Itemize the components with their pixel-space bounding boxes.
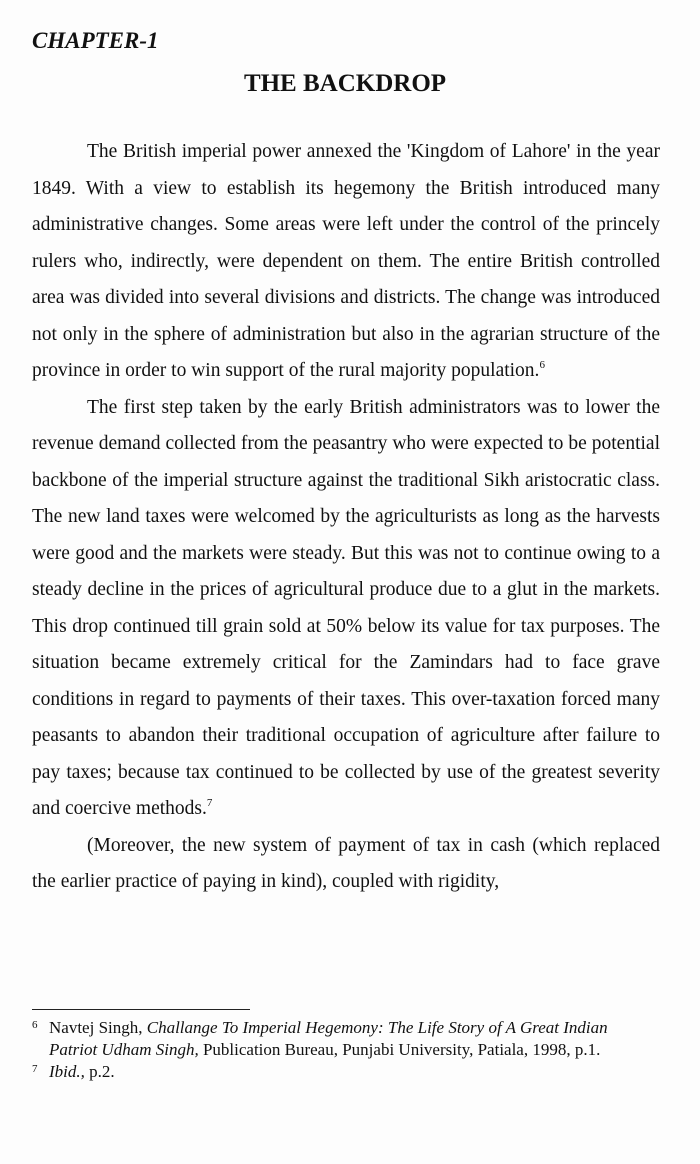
footnote-work-title: Ibid., [49,1062,85,1081]
paragraph-text: The British imperial power annexed the 'Kingdom of Lahore' in the year 1849. With a view to establish its hegemony the British introduced many administrative changes. Some areas were left under the control of the princely rulers who, indirectly, were dependent on them. The entire British controlled area was divided into several divisions and districts. The change was introduced not only in the sphere of administration but also in the agrarian structure of the province in order to win support of the rural majority population. [32,141,660,381]
footnotes [32,1017,660,1083]
footnote-author: Navtej Singh, [49,1018,143,1037]
paragraph-text: (Moreover, the new system of payment of tax in cash (which replaced the earlier practice of paying in kind), coupled with rigidity, [32,834,660,892]
footnote [32,1061,660,1083]
page-title: THE BACKDROP [243,70,447,97]
paragraph [32,134,660,390]
paragraph-text: The first step taken by the early British administrators was to lower the revenue demand collected from the peasantry who were expected to be potential backbone of the imperial structure against the traditional Sikh aristocratic class. The new land taxes were welcomed by the agriculturists as long as the harvests were good and the markets were steady. But this was not to continue owing to a steady decline in the prices of agricultural produce due to a glut in the markets. This drop continued till grain sold at 50% below its value for tax purposes. The situation became extremely critical for the Zamindars had to face grave conditions in regard to payments of their taxes. This over-taxation forced many peasants to abandon their traditional occupation of agriculture after failure to pay taxes; because tax continued to be collected by use of the greatest severity and coercive methods. [32,396,660,819]
footnote-details: Publication Bureau, Punjabi University, Patiala, 1998, p.1. [202,1040,601,1059]
footnote-divider [32,1009,250,1010]
footnote [32,1017,660,1061]
paragraph [32,390,660,828]
body-text [32,134,660,901]
chapter-label: CHAPTER-1 [32,28,159,53]
footnote-work-title: Challange To Imperial Hegemony: The Life Story of A Great Indian Patriot Udham Singh, [49,1018,608,1059]
footnote-mark: 7 [32,1063,38,1075]
paragraph [32,828,660,901]
footnote-reference: 6 [539,359,545,371]
footnote-reference: 7 [206,797,213,809]
footnote-mark: 6 [32,1019,38,1031]
footnote-details: p.2. [89,1062,115,1081]
